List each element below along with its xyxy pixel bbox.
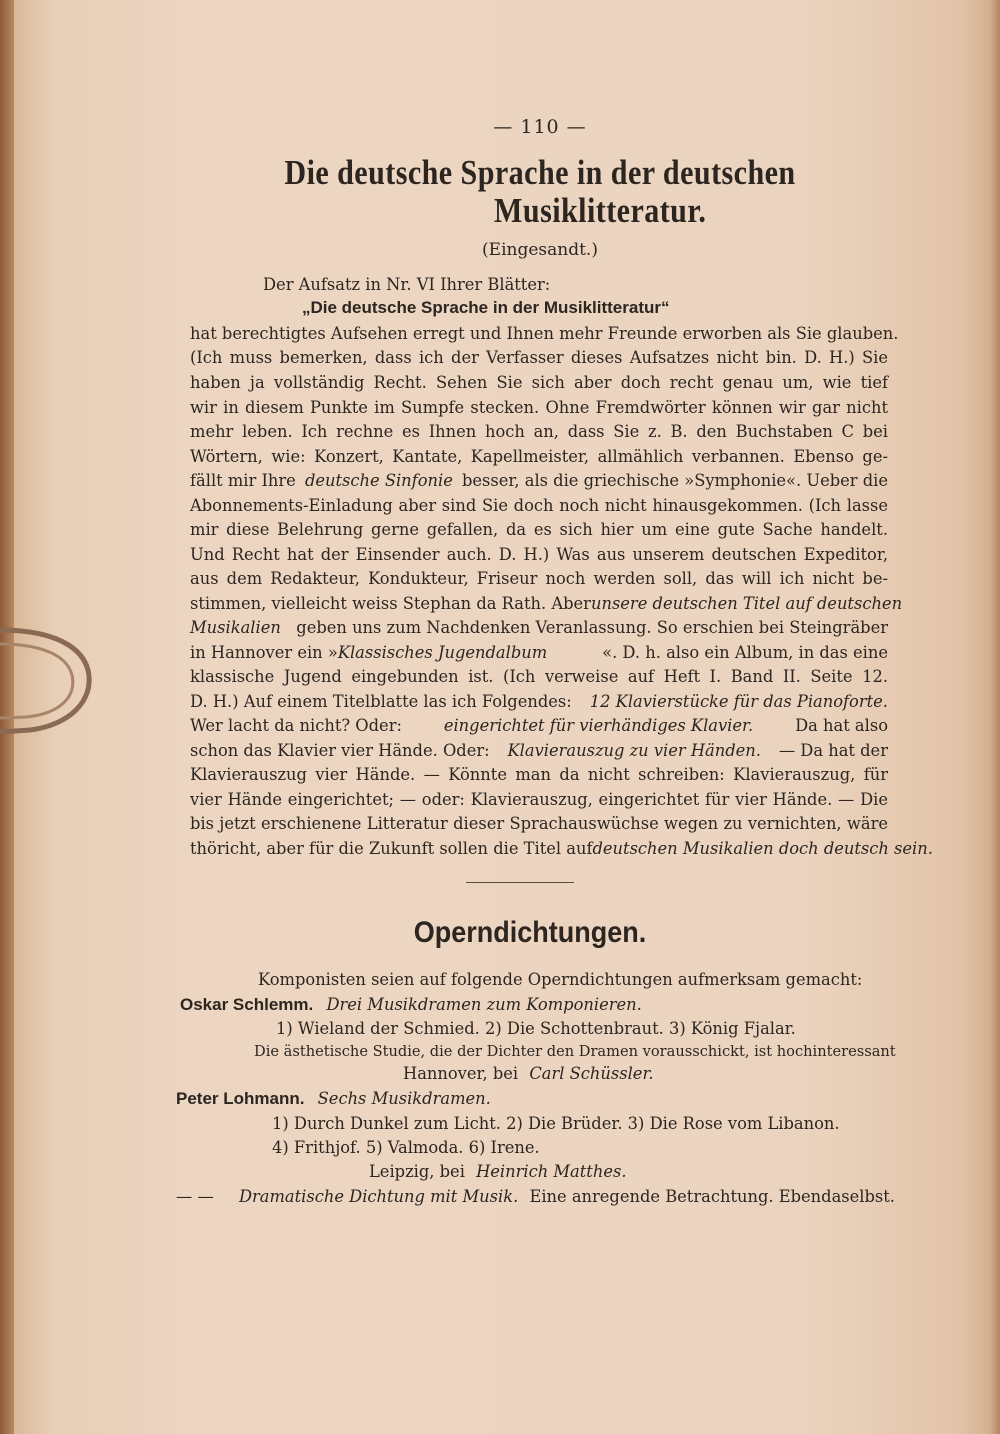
body-line — [190, 838, 933, 860]
body-text: — Da hat der — [778, 741, 888, 760]
publisher-line — [403, 1063, 654, 1085]
body-text: thöricht, aber für die Zukunft sollen die Titel auf — [190, 839, 593, 858]
body-line: haben ja vollständig Recht. Sehen Sie sich aber doch recht genau um, wie tief — [190, 373, 888, 392]
body-emphasis: Klavierauszug zu vier Händen. — [507, 741, 761, 760]
work-title: Dramatische Dichtung mit Musik. — [238, 1187, 519, 1206]
author-name: Peter Lohmann. — [176, 1089, 305, 1108]
submitted-note: (Eingesandt.) — [482, 240, 598, 260]
article-title-line2: Musiklitteratur. — [494, 191, 707, 230]
article-title — [205, 154, 876, 230]
work-list: 1) Wieland der Schmied. 2) Die Schottenbraut. 3) König Fjalar. — [276, 1019, 796, 1038]
body-text: Wer lacht da nicht? Oder: — [190, 716, 402, 735]
body-text — [190, 642, 547, 664]
publisher-name: Heinrich Matthes. — [476, 1162, 627, 1181]
body-emphasis: deutschen Musikalien doch deutsch sein. — [592, 839, 933, 858]
body-line: Wörtern, wie: Konzert, Kantate, Kapellmeister, allmählich verbannen. Ebenso ge- — [190, 447, 888, 466]
body-emphasis: unsere deutschen Titel auf deutschen — [590, 594, 903, 613]
body-text: Da hat also — [795, 716, 888, 735]
page-number: — 110 — — [493, 116, 587, 138]
body-line: (Ich muss bemerken, dass ich der Verfasser dieses Aufsatzes nicht bin. D. H.) Sie — [190, 348, 888, 367]
publisher-prefix: Hannover, bei — [403, 1064, 519, 1083]
body-emphasis: Klassisches Jugendalbum — [337, 643, 548, 662]
author-name: Oskar Schlemm. — [180, 995, 314, 1014]
body-line — [190, 740, 888, 762]
body-text: geben uns zum Nachdenken Veranlassung. So erschien bei Steingräber — [296, 618, 888, 637]
body-line — [190, 593, 903, 615]
body-line: wir in diesem Punkte im Sumpfe stecken. Ohne Fremdwörter können wir gar nicht — [190, 398, 888, 417]
body-line: bis jetzt erschienene Litteratur dieser Sprachauswüchse wegen zu vernichten, wäre — [190, 814, 888, 833]
page-edge-shadow — [990, 0, 1000, 1434]
body-text: «. D. h. also ein Album, in das eine — [602, 643, 888, 662]
body-line: vier Hände eingerichtet; — oder: Klavierauszug, eingerichtet für vier Hände. — Die — [190, 790, 888, 809]
section-divider — [466, 882, 574, 883]
body-line — [190, 470, 888, 492]
entry-note: Die ästhetische Studie, die der Dichter den Dramen vorausschickt, ist hochinteressant — [254, 1043, 896, 1060]
entry-heading — [176, 1088, 491, 1110]
quoted-article-title: „Die deutsche Sprache in der Musiklitteratur“ — [302, 298, 670, 317]
body-line: mir diese Belehrung gerne gefallen, da es sich hier um eine gute Sache handelt. — [190, 520, 888, 539]
work-list: 4) Frithjof. 5) Valmoda. 6) Irene. — [272, 1138, 540, 1157]
body-emphasis: 12 Klavierstücke für das Pianoforte. — [589, 692, 888, 711]
body-line: hat berechtigtes Aufsehen erregt und Ihnen mehr Freunde erworben als Sie glauben. — [190, 324, 899, 343]
body-text: stimmen, vielleicht weiss Stephan da Rath. Aber — [190, 594, 591, 613]
body-line — [190, 617, 888, 639]
body-text: fällt mir Ihre — [190, 471, 296, 490]
article-intro: Der Aufsatz in Nr. VI Ihrer Blätter: — [263, 275, 551, 294]
publisher-line — [369, 1161, 627, 1183]
body-emphasis: Musikalien — [190, 618, 281, 637]
body-line — [190, 642, 888, 664]
section-intro: Komponisten seien auf folgende Operndichtungen aufmerksam gemacht: — [258, 970, 863, 989]
body-text: schon das Klavier vier Hände. Oder: — [190, 741, 490, 760]
body-line: aus dem Redakteur, Kondukteur, Friseur noch werden soll, das will ich nicht be- — [190, 569, 888, 588]
body-text: D. H.) Auf einem Titelblatte las ich Folgendes: — [190, 692, 572, 711]
body-line: Und Recht hat der Einsender auch. D. H.) Was aus unserem deutschen Expeditor, — [190, 545, 888, 564]
publisher-prefix: Leipzig, bei — [369, 1162, 465, 1181]
paper-clip-icon — [0, 600, 120, 770]
entry-note: Eine anregende Betrachtung. Ebendaselbst. — [529, 1187, 895, 1206]
work-title: Drei Musikdramen zum Komponieren. — [326, 995, 642, 1014]
body-emphasis: eingerichtet für vierhändiges Klavier. — [443, 716, 754, 735]
body-line: Klavierauszug vier Hände. — Könnte man da nicht schreiben: Klavierauszug, für — [190, 765, 888, 784]
body-text-part: in Hannover ein » — [190, 643, 338, 662]
body-line: klassische Jugend eingebunden ist. (Ich verweise auf Heft I. Band II. Seite 12. — [190, 667, 888, 686]
publisher-name: Carl Schüssler. — [529, 1064, 654, 1083]
extra-entry — [176, 1186, 895, 1208]
body-emphasis: deutsche Sinfonie — [304, 471, 453, 490]
work-list: 1) Durch Dunkel zum Licht. 2) Die Brüder. 3) Die Rose vom Libanon. — [272, 1114, 840, 1133]
body-text: besser, als die griechische »Symphonie«. Ueber die — [461, 471, 888, 490]
article-title-line1: Die deutsche Sprache in der deutschen — [284, 153, 796, 192]
body-line — [190, 715, 888, 737]
section-title: Operndichtungen. — [413, 916, 647, 949]
repeat-dashes: — — — [176, 1187, 214, 1206]
body-line: mehr leben. Ich rechne es Ihnen hoch an, dass Sie z. B. den Buchstaben C bei — [190, 422, 888, 441]
body-line — [190, 691, 888, 713]
work-title: Sechs Musikdramen. — [317, 1089, 491, 1108]
body-line: Abonnements-Einladung aber sind Sie doch noch nicht hinausgekommen. (Ich lasse — [190, 496, 888, 515]
entry-heading — [180, 994, 642, 1016]
